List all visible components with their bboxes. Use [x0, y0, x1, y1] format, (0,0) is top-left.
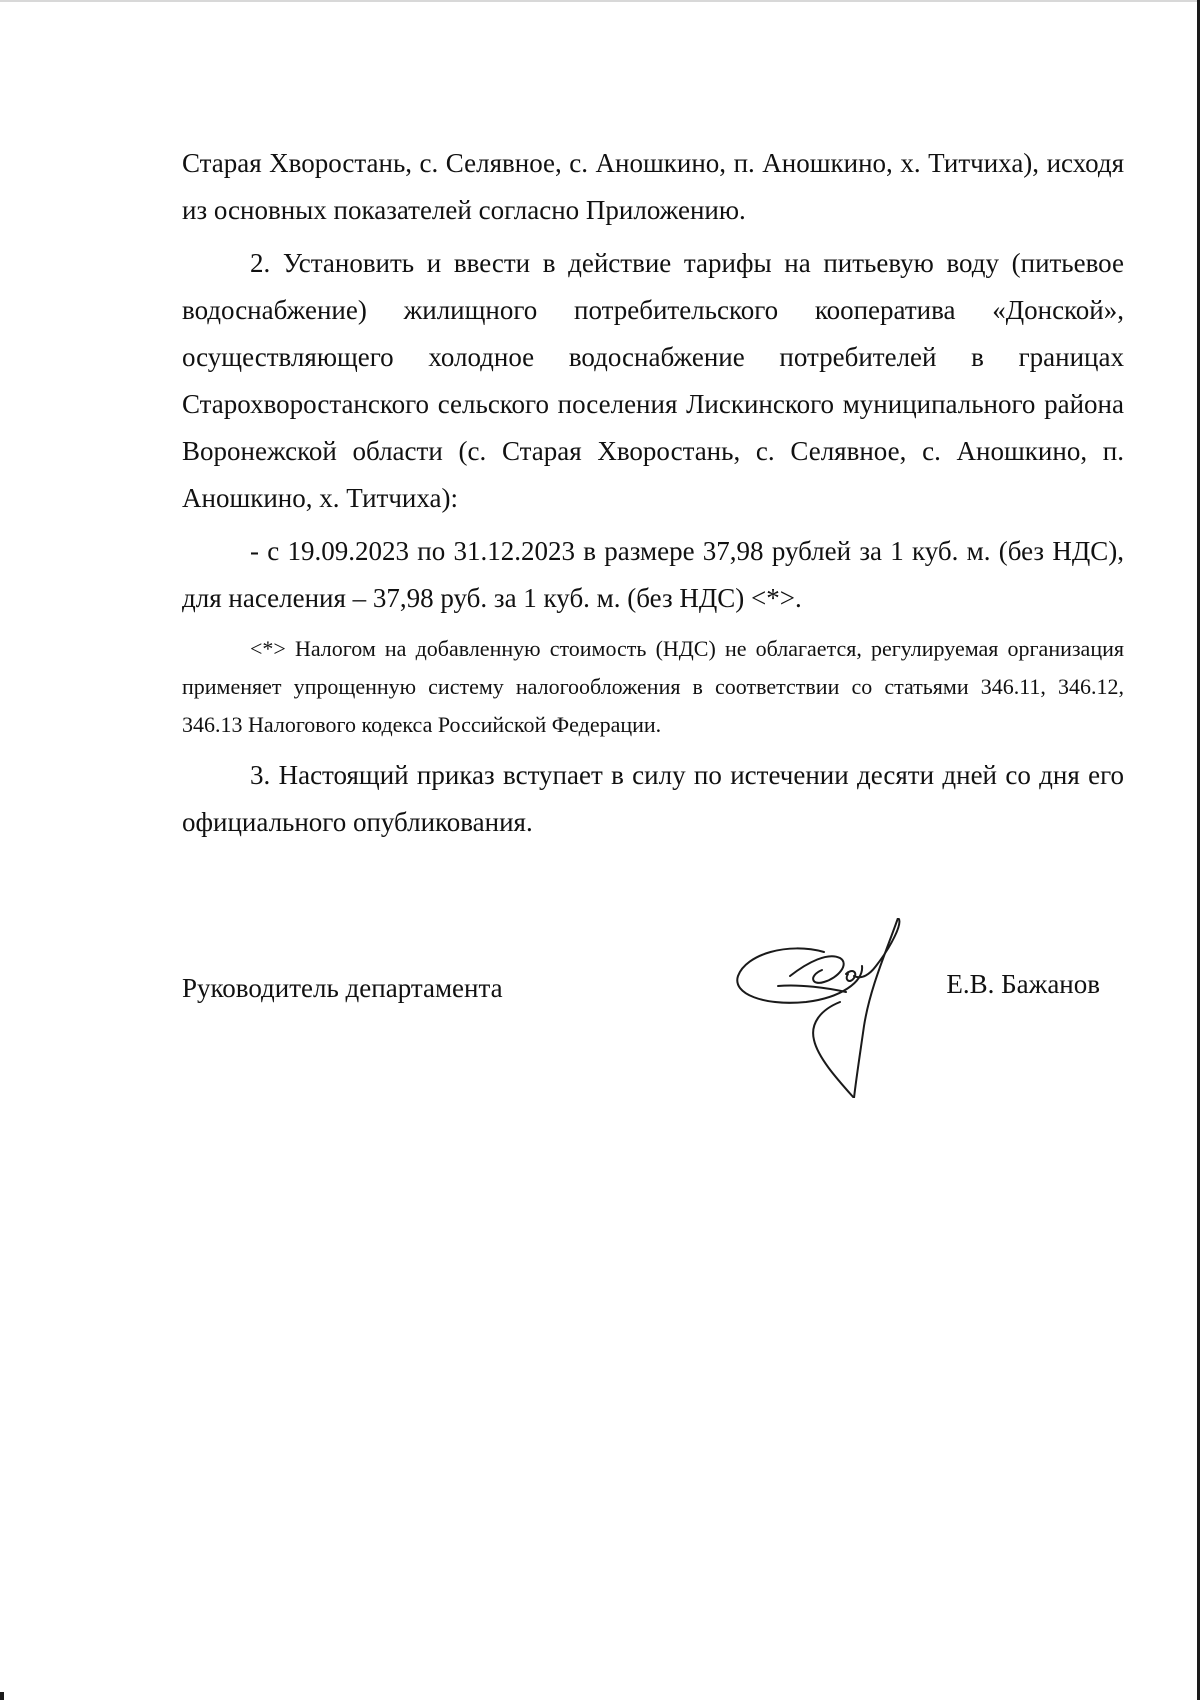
signer-name: Е.В. Бажанов: [946, 969, 1100, 999]
signer-position: Руководитель департамента: [182, 973, 503, 1003]
paragraph-footnote: <*> Налогом на добавленную стоимость (НДС) не облагается, регулируемая организация применяет упрощенную систему налогообложения в соответствии со статьями 346.11, 346.12, 346.13 Налогового кодекса Российской Федерации.: [182, 636, 1124, 737]
paragraph-item-2: 2. Установить и ввести в действие тарифы на питьевую воду (питьевое водоснабжение) жилищного потребительского кооператива «Донской», осуществляющего холодное водоснабжение потребителей в границах Старохворостанского сельского поселения Лискинского муниципального района Воронежской области (с. Старая Хворостань, с. Селявное, с. Аношкино, п. Аношкино, х. Титчиха):: [182, 248, 1124, 513]
handwritten-signature: [728, 918, 948, 1098]
paragraph-continuation: Старая Хворостань, с. Селявное, с. Аношкино, п. Аношкино, х. Титчиха), исходя из основных показателей согласно Приложению.: [182, 148, 1124, 225]
paragraph-item-3: 3. Настоящий приказ вступает в силу по истечении десяти дней со дня его официального опубликования.: [182, 760, 1124, 837]
paragraph-tariff: - с 19.09.2023 по 31.12.2023 в размере 37,98 рублей за 1 куб. м. (без НДС), для населения – 37,98 руб. за 1 куб. м. (без НДС) <*>.: [182, 536, 1124, 613]
document-body: [182, 140, 1124, 846]
scan-edge-mark: [0, 1692, 4, 1700]
scan-edge-top: [0, 0, 1200, 2]
signature-block: [182, 968, 1124, 1008]
